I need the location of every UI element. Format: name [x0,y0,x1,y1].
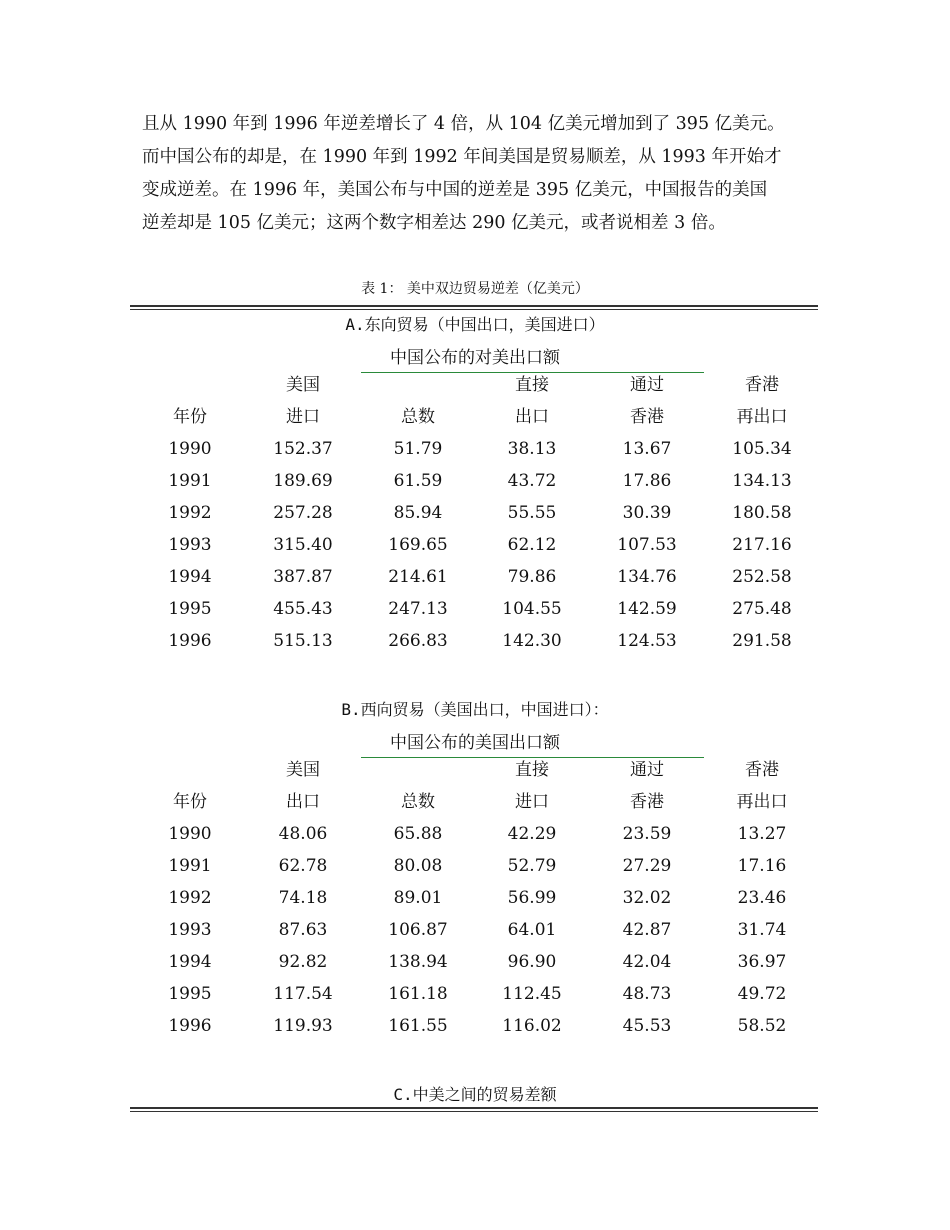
table-cell: 315.40 [273,535,333,555]
table-cell: 1993 [168,920,212,940]
section-b-subtitle: 中国公布的美国出口额 [390,733,560,753]
table-cell: 96.90 [507,952,557,972]
section-b-title: B.西向贸易（美国出口，中国进口）： [341,700,609,719]
table-cell: 42.04 [622,952,672,972]
table-cell: 116.02 [502,1016,562,1036]
table-cell: 55.55 [507,503,557,523]
table-cell: 年份 [173,792,207,812]
table-cell: 89.01 [393,888,443,908]
table-cell: 152.37 [273,439,333,459]
table-cell: 通过 [630,760,664,780]
table-cell: 出口 [515,407,549,427]
table-cell: 180.58 [732,503,792,523]
table-cell: 香港 [745,375,779,395]
table-cell: 291.58 [732,631,792,651]
table-cell: 美国 [286,375,320,395]
table-cell: 1994 [168,567,212,587]
table-cell: 1996 [168,1016,212,1036]
table-cell: 214.61 [388,567,448,587]
table-cell: 52.79 [507,856,557,876]
table-cell: 62.12 [507,535,557,555]
table-cell: 1995 [168,984,212,1004]
table-cell: 1994 [168,952,212,972]
table-cell: 1990 [168,439,212,459]
table-cell: 51.79 [393,439,443,459]
table-cell: 79.86 [507,567,557,587]
table-bottom-rule [130,1107,818,1109]
table-cell: 美国 [286,760,320,780]
table-cell: 1996 [168,631,212,651]
table-cell: 32.02 [622,888,672,908]
table-cell: 56.99 [507,888,557,908]
table-cell: 1991 [168,471,212,491]
table-cell: 香港 [630,792,664,812]
table-cell: 455.43 [273,599,333,619]
table-cell: 87.63 [278,920,328,940]
table-cell: 85.94 [393,503,443,523]
table-cell: 通过 [630,375,664,395]
table-cell: 169.65 [388,535,448,555]
table-cell: 42.29 [507,824,557,844]
table-cell: 92.82 [278,952,328,972]
table-cell: 42.87 [622,920,672,940]
table-cell: 1991 [168,856,212,876]
table-cell: 43.72 [507,471,557,491]
table-cell: 74.18 [278,888,328,908]
table-cell: 217.16 [732,535,792,555]
table-cell: 257.28 [273,503,333,523]
table-cell: 112.45 [502,984,562,1004]
table-cell: 1993 [168,535,212,555]
table-cell: 247.13 [388,599,448,619]
table-cell: 80.08 [393,856,443,876]
table-cell: 进口 [286,407,320,427]
table-cell: 161.18 [388,984,448,1004]
table-cell: 进口 [515,792,549,812]
section-a-subtitle: 中国公布的对美出口额 [390,348,560,368]
table-cell: 17.16 [737,856,787,876]
table-cell: 142.30 [502,631,562,651]
table-cell: 香港 [745,760,779,780]
table-cell: 31.74 [737,920,787,940]
table-cell: 23.59 [622,824,672,844]
table-cell: 直接 [515,375,549,395]
table-cell: 再出口 [736,792,788,812]
table-cell: 189.69 [273,471,333,491]
table-cell: 275.48 [732,599,792,619]
table-cell: 直接 [515,760,549,780]
table-cell: 总数 [401,792,435,812]
table-top-rule-thin [130,309,818,310]
table-cell: 年份 [173,407,207,427]
table-cell: 香港 [630,407,664,427]
table-cell: 387.87 [273,567,333,587]
table-cell: 再出口 [736,407,788,427]
table-cell: 13.27 [737,824,787,844]
table-cell: 45.53 [622,1016,672,1036]
paragraph-line: 且从 1990 年到 1996 年逆差增长了 4 倍，从 104 亿美元增加到了 395 亿美元。 [142,114,785,134]
table-cell: 515.13 [273,631,333,651]
table-cell: 142.59 [617,599,677,619]
table-cell: 104.55 [502,599,562,619]
table-cell: 17.86 [622,471,672,491]
table-cell: 1992 [168,503,212,523]
table-cell: 117.54 [273,984,333,1004]
table-cell: 119.93 [273,1016,333,1036]
table-cell: 62.78 [278,856,328,876]
section-a-group-rule [361,372,704,373]
paragraph-line: 变成逆差。在 1996 年，美国公布与中国的逆差是 395 亿美元，中国报告的美国 [142,180,768,200]
table-cell: 134.76 [617,567,677,587]
table-cell: 138.94 [388,952,448,972]
table-cell: 106.87 [388,920,448,940]
table-cell: 36.97 [737,952,787,972]
table-cell: 124.53 [617,631,677,651]
table-cell: 64.01 [507,920,557,940]
section-b-group-rule [361,757,704,758]
table-cell: 266.83 [388,631,448,651]
table-cell: 48.73 [622,984,672,1004]
table-cell: 27.29 [622,856,672,876]
table-cell: 107.53 [617,535,677,555]
table-cell: 48.06 [278,824,328,844]
section-c-title: C.中美之间的贸易差额 [393,1085,557,1104]
table-cell: 65.88 [393,824,443,844]
table-cell: 38.13 [507,439,557,459]
table-cell: 61.59 [393,471,443,491]
table-cell: 13.67 [622,439,672,459]
table-cell: 161.55 [388,1016,448,1036]
section-a-title: A.东向贸易（中国出口，美国进口） [345,315,605,334]
table-cell: 1990 [168,824,212,844]
table-cell: 出口 [286,792,320,812]
table-cell: 总数 [401,407,435,427]
table-caption: 表 1： 美中双边贸易逆差（亿美元） [361,281,589,297]
table-cell: 23.46 [737,888,787,908]
paragraph-line: 逆差却是 105 亿美元；这两个数字相差达 290 亿美元，或者说相差 3 倍。 [142,213,726,233]
table-cell: 1992 [168,888,212,908]
table-top-rule [130,305,818,307]
table-cell: 105.34 [732,439,792,459]
table-cell: 1995 [168,599,212,619]
table-cell: 49.72 [737,984,787,1004]
table-cell: 252.58 [732,567,792,587]
table-bottom-rule-thin [130,1111,818,1112]
paragraph-line: 而中国公布的却是，在 1990 年到 1992 年间美国是贸易顺差，从 1993 年开始才 [142,147,782,167]
table-cell: 134.13 [732,471,792,491]
table-cell: 30.39 [622,503,672,523]
table-cell: 58.52 [737,1016,787,1036]
